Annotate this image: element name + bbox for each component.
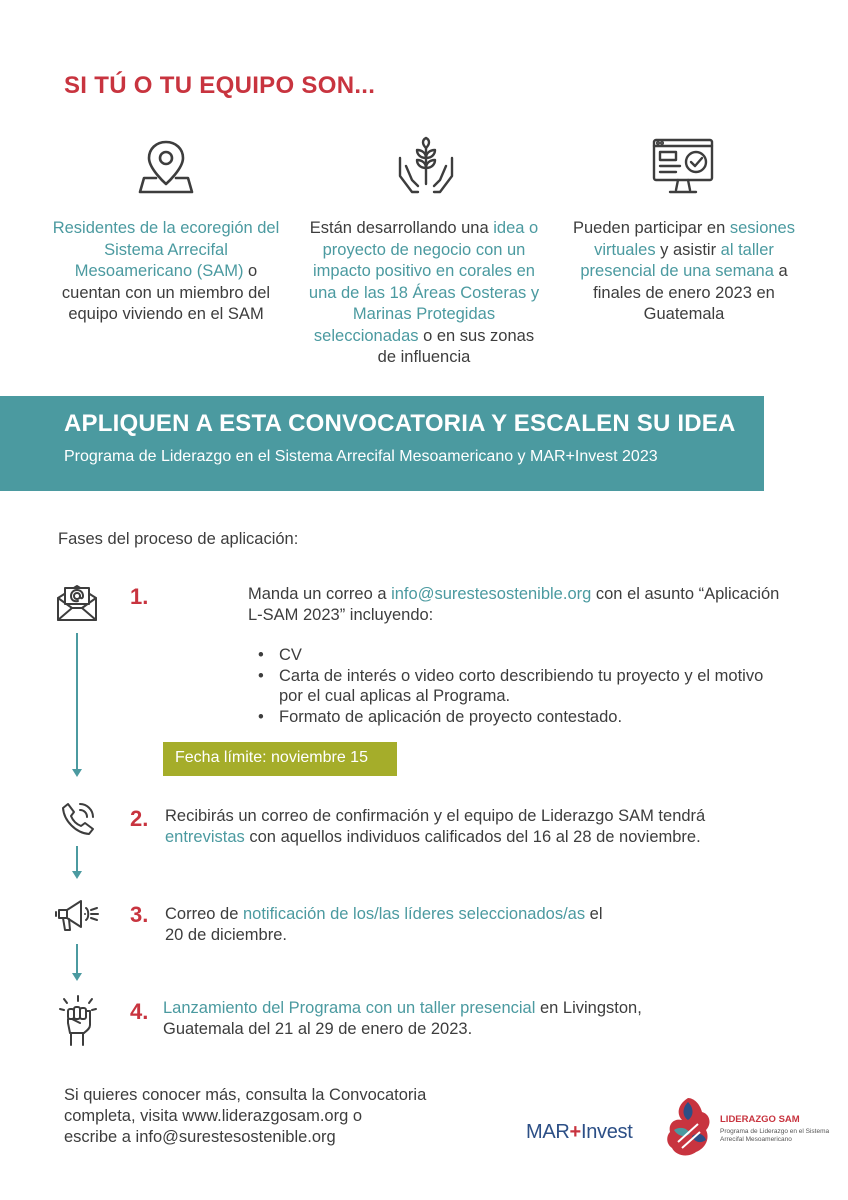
page-heading: SI TÚ O TU EQUIPO SON...: [64, 72, 376, 99]
step-3-line2: 20 de diciembre.: [165, 926, 287, 944]
step-1-line2: L-SAM 2023” incluyendo:: [248, 606, 434, 624]
eligibility-availability-text: [566, 218, 802, 326]
step-2-line1: Recibirás un correo de confirmación y el equipo de Liderazgo SAM tendrá: [165, 807, 706, 825]
step-4-line2: Guatemala del 21 al 29 de enero de 2023.: [163, 1020, 473, 1038]
step-1-connector: [76, 633, 78, 770]
banner-subtitle: Programa de Liderazgo en el Sistema Arrecifal Mesoamericano y MAR+Invest 2023: [64, 448, 658, 465]
footer-line3[interactable]: escribe a info@surestesostenible.org: [64, 1128, 336, 1146]
step-3-connector: [76, 944, 78, 974]
deadline-badge: Fecha límite: noviembre 15: [163, 742, 397, 776]
step-1-line1-end: con el asunto “Aplicación: [591, 585, 780, 603]
project-text: o en sus zonas de influencia: [377, 326, 535, 366]
availability-intro: Pueden participar en: [573, 219, 730, 237]
liderazgo-sam-logo-icon: [660, 1096, 716, 1158]
phases-label: Fases del proceso de aplicación:: [58, 530, 299, 548]
footer-info: [64, 1085, 484, 1148]
mar-invest-logo-plus: +: [569, 1121, 581, 1143]
requirement-letter: [248, 666, 848, 707]
call-banner: [0, 396, 764, 491]
eligibility-project-text: [306, 218, 542, 369]
banner-title: APLIQUEN A ESTA CONVOCATORIA Y ESCALEN SU IDEA: [64, 410, 736, 437]
step-3-line1: Correo de: [165, 905, 243, 923]
step-1-line1: Manda un correo a: [248, 585, 392, 603]
mar-invest-logo: [526, 1121, 633, 1144]
step-3-number: 3.: [130, 902, 149, 927]
residents-highlight: Residentes de la ecoregión del Sistema Arrecifal Mesoamericano (SAM): [52, 219, 280, 280]
envelope-at-icon: [55, 582, 99, 622]
mar-invest-logo-left: MAR: [526, 1121, 570, 1143]
step-2-line2: con aquellos individuos calificados del 16 al 28 de noviembre.: [244, 828, 701, 846]
launch-highlight: Lanzamiento del Programa con un taller presencial: [163, 999, 536, 1017]
footer-line1: Si quieres conocer más, consulta la Convocatoria: [64, 1086, 427, 1104]
step-2-connector: [76, 846, 78, 872]
step-4-number: 4.: [130, 999, 149, 1024]
step-2-number: 2.: [130, 806, 149, 831]
step-4-line1: en Livingston,: [535, 999, 642, 1017]
notification-highlight: notificación de los/las líderes seleccionados/as: [242, 905, 586, 923]
project-highlight: idea o proyecto de negocio con un impacto positivo en corales en una de las 18 Áreas Costeras y Marinas Protegidas seleccionadas: [308, 219, 540, 345]
footer-line2[interactable]: completa, visita www.liderazgosam.org o: [64, 1107, 363, 1125]
phone-ringing-icon: [60, 800, 96, 836]
monitor-check-icon: [652, 136, 716, 198]
megaphone-icon: [55, 896, 99, 934]
step-2-arrow-icon: [72, 871, 82, 879]
location-pin-icon: [134, 136, 198, 198]
requirement-letter-line2: por el cual aplicas al Programa.: [279, 687, 511, 705]
requirement-letter-line1: Carta de interés o video corto describiendo tu proyecto y el motivo: [279, 666, 764, 685]
step-4-text: [163, 998, 763, 1040]
raised-fist-icon: [58, 995, 98, 1047]
liderazgo-sam-subtitle: Programa de Liderazgo en el Sistema Arrecifal Mesoamericano: [720, 1128, 830, 1143]
project-intro: Están desarrollando una: [309, 219, 494, 237]
workshop-highlight: al taller presencial de una semana: [580, 240, 774, 280]
virtual-sessions-highlight: sesiones virtuales: [594, 219, 795, 259]
step-3-arrow-icon: [72, 973, 82, 981]
availability-mid: y asistir: [655, 240, 721, 259]
interviews-highlight: entrevistas: [165, 828, 245, 846]
step-2-text: [165, 806, 845, 848]
requirement-form: • Formato de aplicación de proyecto contestado.: [248, 707, 848, 728]
liderazgo-sam-title: LIDERAZGO SAM: [720, 1114, 800, 1125]
step-3-text: [165, 904, 725, 946]
availability-end: a finales de enero 2023 en Guatemala: [593, 262, 788, 323]
step-3-line1-end: el: [585, 905, 603, 923]
residents-text: o cuentan con un miembro del equipo viviendo en el SAM: [61, 262, 271, 323]
hands-plant-icon: [394, 136, 458, 198]
requirements-list: [248, 645, 848, 727]
step-1-email-link[interactable]: info@surestesostenible.org: [391, 585, 592, 603]
step-1-arrow-icon: [72, 769, 82, 777]
step-1-number: 1.: [130, 584, 149, 609]
eligibility-residents-text: [48, 218, 284, 326]
step-1-text: [248, 584, 848, 626]
requirement-cv: • CV: [248, 645, 848, 666]
mar-invest-logo-right: Invest: [580, 1121, 633, 1143]
